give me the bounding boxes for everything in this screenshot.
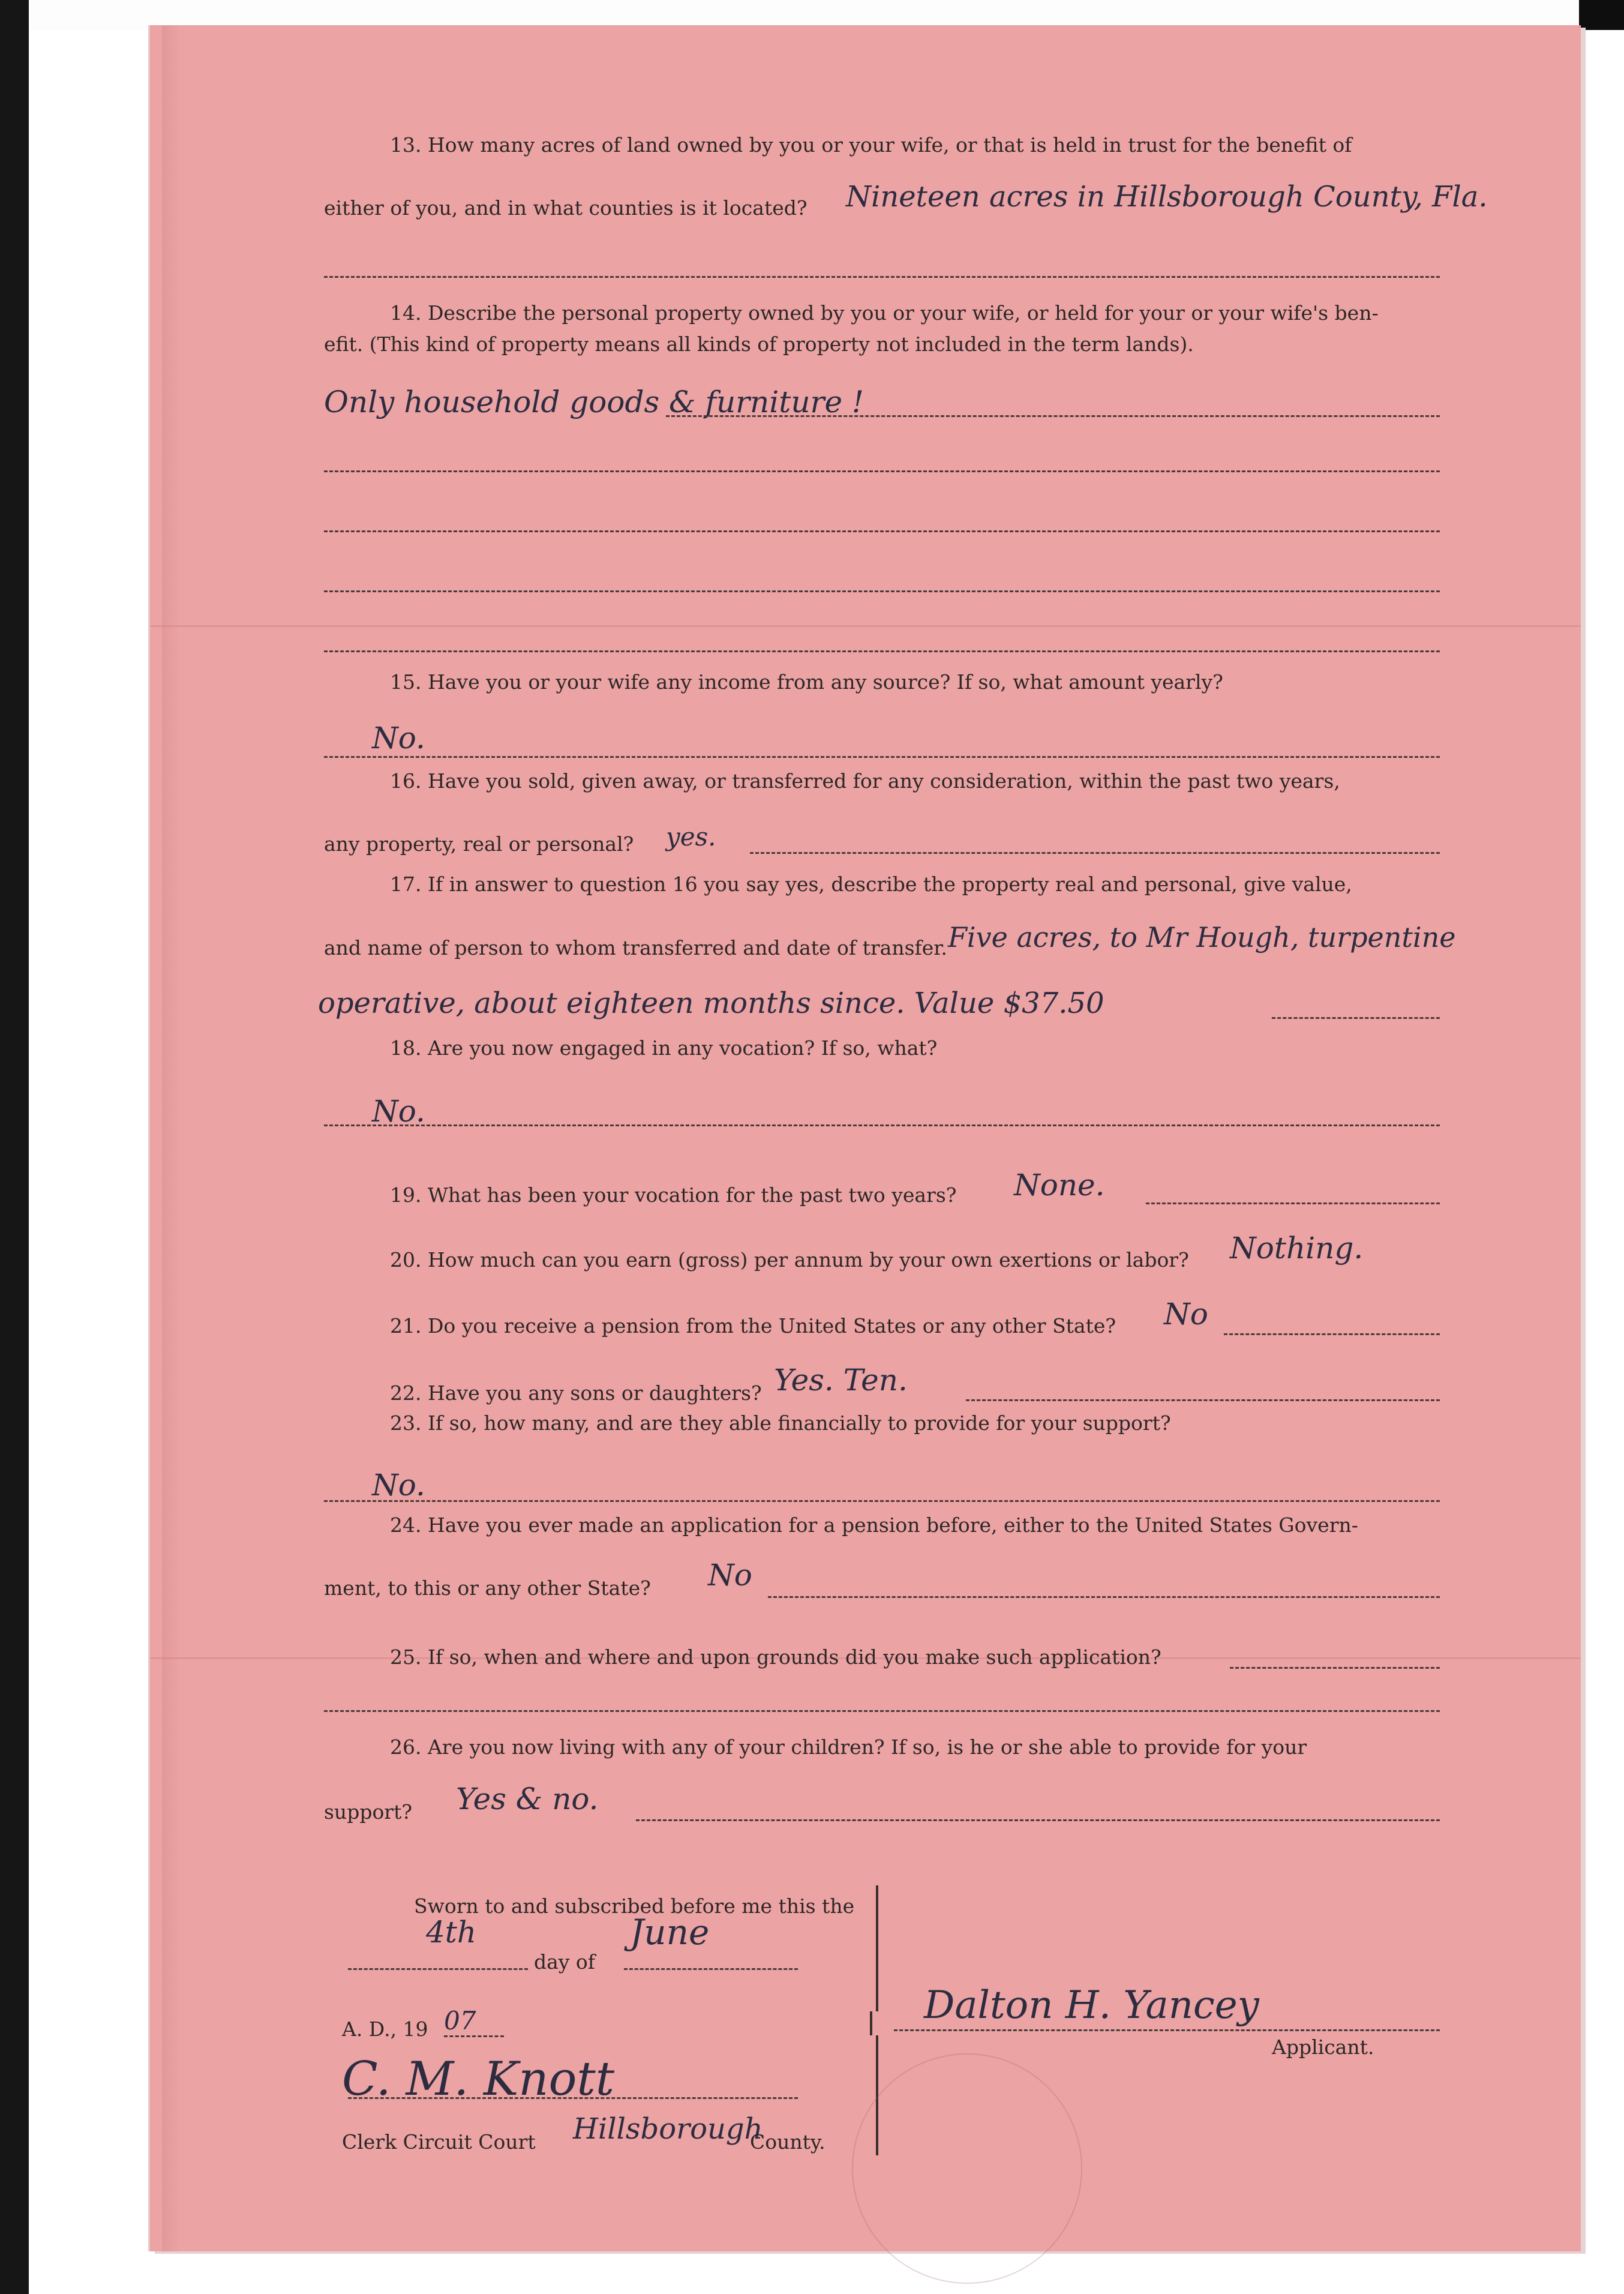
answer-21: No [1164,1297,1208,1332]
answer-line [1146,1203,1440,1204]
answer-19: None. [1014,1168,1105,1203]
fold-line [150,625,1581,627]
question-14-line-2: efit. (This kind of property means all kinds of property not included in the term lands). [324,332,1194,356]
answer-line [1272,1017,1440,1019]
jurat-month: June [630,1912,710,1953]
question-22-line-1: 22. Have you any sons or daughters? [390,1381,762,1405]
answer-13: Nineteen acres in Hillsborough County, Fla. [846,180,1488,214]
question-16-line-1: 16. Have you sold, given away, or transferred for any consideration, within the past two years, [390,769,1340,793]
answer-18: No. [372,1094,425,1129]
answer-24: No [708,1558,752,1593]
question-20-line-1: 20. How much can you earn (gross) per annum by your own exertions or labor? [390,1248,1189,1272]
question-26-line-1: 26. Are you now living with any of your children? If so, is he or she able to provide for your [390,1735,1307,1759]
brace-top [876,1885,878,2011]
question-24-line-1: 24. Have you ever made an application for a pension before, either to the United States Govern- [390,1513,1358,1537]
answer-26: Yes & no. [456,1782,599,1816]
answer-20: Nothing. [1230,1231,1364,1266]
jurat-sworn-text: Sworn to and subscribed before me this the [414,1894,855,1918]
jurat-day: 4th [426,1915,477,1950]
brace-point [870,2011,872,2035]
jurat-county: Hillsborough [573,2112,763,2146]
answer-17-part-2: operative, about eighteen months since. Value $37.50 [318,986,1104,1020]
clerk-signature-line [348,2097,798,2099]
applicant-signature: Dalton H. Yancey [924,1983,1259,2028]
answer-16: yes. [666,822,716,851]
notary-seal-impression [852,2053,1082,2284]
question-16-line-2: any property, real or personal? [324,832,634,856]
question-19-line-1: 19. What has been your vocation for the past two years? [390,1183,957,1207]
answer-23: No. [372,1468,425,1503]
answer-line [324,530,1440,532]
scan-left-edge [0,0,29,2294]
answer-15: No. [372,721,425,755]
question-25-line-1: 25. If so, when and where and upon grounds did you make such application? [390,1645,1161,1669]
answer-line [324,1124,1440,1126]
question-14-line-1: 14. Describe the personal property owned by you or your wife, or held for your or your wife's ben- [390,301,1379,325]
clerk-label-prefix: Clerk Circuit Court [342,2130,536,2154]
month-line [624,1968,798,1970]
jurat-year: 07 [444,2006,476,2035]
question-24-line-2: ment, to this or any other State? [324,1576,651,1600]
answer-14: Only household goods & furniture ! [324,385,864,419]
question-21-line-1: 21. Do you receive a pension from the United States or any other State? [390,1314,1116,1338]
question-13-line-2: either of you, and in what counties is it located? [324,196,808,220]
answer-line [768,1596,1440,1598]
clerk-signature: C. M. Knott [342,2052,615,2106]
answer-line [324,756,1440,758]
question-13-line-1: 13. How many acres of land owned by you or your wife, or that is held in trust for the benefit of [390,133,1352,157]
answer-line [324,650,1440,652]
answer-22: Yes. Ten. [774,1363,908,1398]
answer-line [324,1710,1440,1712]
answer-line [324,276,1440,278]
answer-line [750,852,1440,854]
answer-line [324,470,1440,472]
question-18-line-1: 18. Are you now engaged in any vocation? If so, what? [390,1036,938,1060]
answer-line [966,1399,1440,1401]
answer-line [324,1500,1440,1502]
clerk-label-suffix: County. [750,2130,825,2154]
answer-line [1224,1333,1440,1335]
question-26-line-2: support? [324,1800,413,1824]
question-23-line-1: 23. If so, how many, and are they able financially to provide for your support? [390,1411,1171,1435]
applicant-label: Applicant. [1272,2035,1374,2059]
jurat-year-prefix: A. D., 19 [342,2017,428,2041]
answer-line [1230,1667,1440,1669]
answer-line [666,415,1440,417]
answer-line [636,1819,1440,1821]
question-17-line-1: 17. If in answer to question 16 you say yes, describe the property real and personal, give value, [390,872,1352,896]
question-15-line-1: 15. Have you or your wife any income from any source? If so, what amount yearly? [390,670,1223,694]
answer-17-part-1: Five acres, to Mr Hough, turpentine [948,921,1456,953]
day-line [348,1968,528,1970]
year-line [444,2035,504,2037]
jurat-day-of-label: day of [534,1950,596,1974]
pension-form-page [150,25,1581,2251]
question-17-line-2: and name of person to whom transferred and date of transfer. [324,936,947,959]
answer-line [324,590,1440,592]
scan-corner-dark [1579,0,1624,30]
applicant-signature-line [894,2029,1440,2031]
